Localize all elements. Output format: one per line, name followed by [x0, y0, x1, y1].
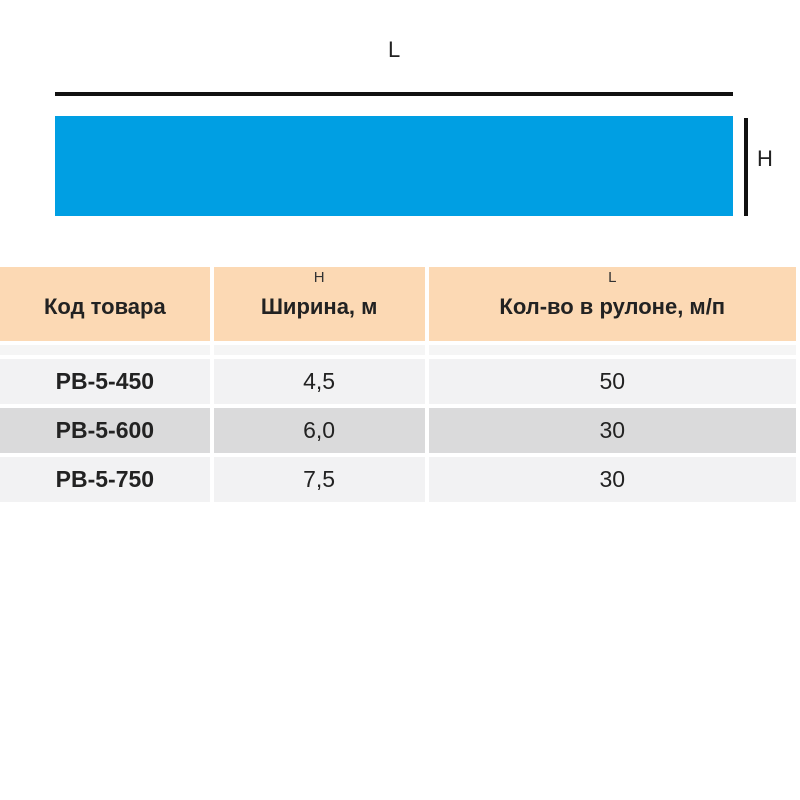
length-dimension-line: [55, 92, 733, 96]
row-width: 6,0: [214, 408, 425, 453]
row-code: РВ-5-750: [0, 457, 210, 502]
header-qty-label: Кол-во в рулоне, м/п: [499, 294, 726, 319]
header-width-sub: H: [313, 269, 325, 286]
header-qty: [429, 267, 796, 341]
row-qty: 30: [429, 408, 796, 453]
row-code: РВ-5-600: [0, 408, 210, 453]
height-dimension-label: H: [757, 146, 773, 171]
table-row: [0, 359, 796, 404]
product-table: [0, 263, 800, 506]
strip-illustration: [55, 116, 733, 216]
row-qty: 30: [429, 457, 796, 502]
header-qty-sub: L: [608, 269, 617, 286]
height-dimension-line: [744, 118, 748, 216]
table-header-row: [0, 267, 796, 341]
row-qty: 50: [429, 359, 796, 404]
header-width-label: Ширина, м: [260, 294, 378, 319]
row-width: 7,5: [214, 457, 425, 502]
header-width: [214, 267, 425, 341]
table-row: [0, 408, 796, 453]
row-code: РВ-5-450: [0, 359, 210, 404]
header-code: [0, 267, 210, 341]
header-code-label: Код товара: [44, 294, 166, 319]
spacer-row: [0, 345, 796, 355]
length-dimension-label: L: [388, 37, 401, 62]
table-row: [0, 457, 796, 502]
row-width: 4,5: [214, 359, 425, 404]
